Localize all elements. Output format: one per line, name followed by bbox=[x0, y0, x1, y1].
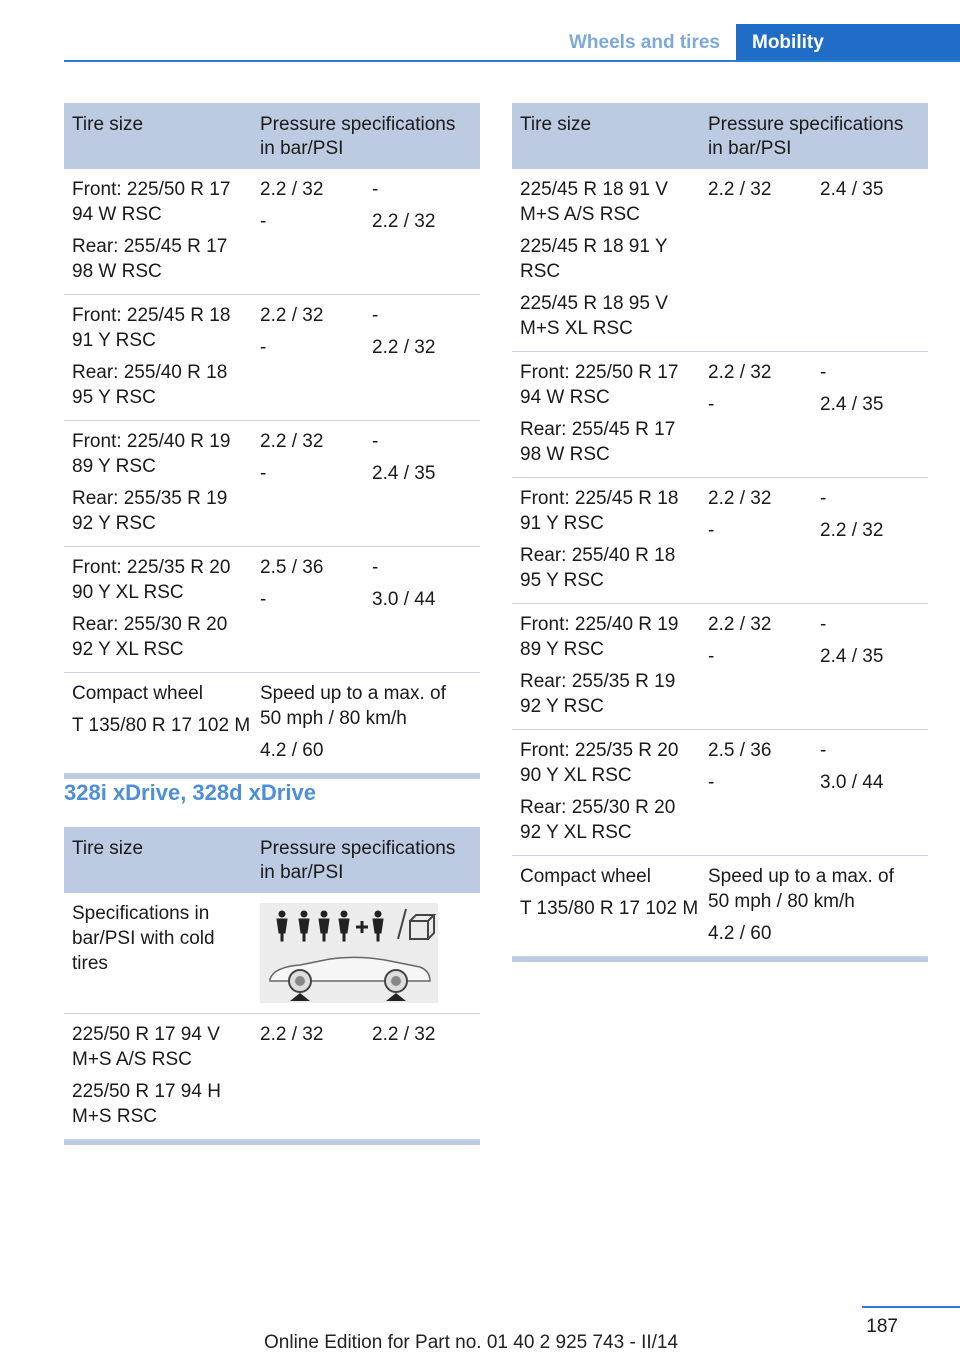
cell-text: Front: 225/45 R 18 91 Y RSC bbox=[72, 305, 231, 351]
tire-pressure-table-3 bbox=[512, 103, 928, 962]
table-row bbox=[512, 856, 928, 957]
tire-size-cell bbox=[512, 730, 700, 855]
pressure-cell bbox=[700, 604, 820, 729]
pressure-cell bbox=[252, 1014, 372, 1139]
pressure-cell bbox=[820, 169, 928, 351]
cell-text: 4.2 / 60 bbox=[260, 740, 324, 761]
tire-size-cell bbox=[512, 478, 700, 603]
table-end-bar bbox=[64, 774, 480, 779]
pressure-cell bbox=[700, 730, 820, 855]
pressure-cell bbox=[252, 547, 372, 672]
header-chapter-tab: Mobility bbox=[736, 24, 960, 62]
cell-text: - bbox=[708, 646, 715, 667]
cell-text: Rear: 255/30 R 20 92 Y XL RSC bbox=[72, 614, 228, 660]
page-number: 187 bbox=[866, 1316, 898, 1337]
cell-text: - bbox=[820, 488, 827, 509]
tire-size-cell bbox=[512, 169, 700, 351]
cell-text: 2.4 / 35 bbox=[820, 394, 884, 415]
table-row bbox=[512, 352, 928, 478]
pressure-cell bbox=[820, 730, 928, 855]
header-tire-size: Tire size bbox=[72, 838, 144, 859]
cell-text: Rear: 255/45 R 17 98 W RSC bbox=[520, 419, 676, 465]
cell-text: - bbox=[260, 211, 267, 232]
cell-text: Rear: 255/35 R 19 92 Y RSC bbox=[520, 671, 676, 717]
pressure-cell bbox=[372, 169, 480, 294]
tire-size-cell bbox=[512, 352, 700, 477]
table-row bbox=[64, 673, 480, 774]
cell-text: - bbox=[372, 305, 379, 326]
table-row bbox=[64, 295, 480, 421]
pressure-cell bbox=[820, 478, 928, 603]
cell-text: Speed up to a max. of 50 mph / 80 km/h bbox=[708, 866, 894, 912]
pressure-note-cell bbox=[700, 856, 928, 956]
spec-label: Specifications in bar/PSI with cold tires bbox=[72, 903, 215, 974]
cell-text: 225/45 R 18 95 V M+S XL RSC bbox=[520, 293, 668, 339]
table-row bbox=[512, 730, 928, 856]
cell-text: Front: 225/35 R 20 90 Y XL RSC bbox=[520, 740, 679, 786]
table-row bbox=[64, 1014, 480, 1140]
section-title: 328i xDrive, 328d xDrive bbox=[64, 780, 316, 805]
tire-size-cell bbox=[512, 856, 700, 956]
cell-text: Front: 225/50 R 17 94 W RSC bbox=[520, 362, 679, 408]
cell-text: Front: 225/40 R 19 89 Y RSC bbox=[72, 431, 231, 477]
tire-size-cell bbox=[64, 295, 252, 420]
cell-text: 2.2 / 32 bbox=[708, 614, 772, 635]
pressure-cell bbox=[700, 352, 820, 477]
table-row bbox=[64, 421, 480, 547]
pressure-cell bbox=[372, 295, 480, 420]
cell-text: - bbox=[260, 463, 267, 484]
load-diagram-cell bbox=[252, 893, 480, 1013]
cell-text: 2.5 / 36 bbox=[260, 557, 324, 578]
table-header bbox=[64, 103, 480, 169]
pressure-cell bbox=[372, 421, 480, 546]
header-pressure: Pressure specifications in bar/PSI bbox=[260, 114, 456, 159]
cell-text: 2.2 / 32 bbox=[260, 431, 324, 452]
table-row bbox=[64, 169, 480, 295]
cell-text: Compact wheel bbox=[520, 866, 651, 887]
cell-text: 3.0 / 44 bbox=[372, 589, 436, 610]
pressure-cell bbox=[252, 169, 372, 294]
cell-text: 2.2 / 32 bbox=[372, 1024, 436, 1045]
cell-text: 4.2 / 60 bbox=[708, 923, 772, 944]
tire-pressure-table-2 bbox=[64, 827, 480, 1145]
cell-text: 2.2 / 32 bbox=[708, 179, 772, 200]
pressure-cell bbox=[372, 1014, 480, 1139]
cell-text: - bbox=[708, 520, 715, 541]
cell-text: Rear: 255/30 R 20 92 Y XL RSC bbox=[520, 797, 676, 843]
cell-text: 2.2 / 32 bbox=[260, 305, 324, 326]
cell-text: 225/45 R 18 91 V M+S A/S RSC bbox=[520, 179, 668, 225]
cell-text: Speed up to a max. of 50 mph / 80 km/h bbox=[260, 683, 446, 729]
table-body bbox=[64, 1014, 480, 1140]
cell-text: Compact wheel bbox=[72, 683, 203, 704]
header-tire-size: Tire size bbox=[72, 114, 144, 135]
cell-text: - bbox=[820, 614, 827, 635]
cell-text: Front: 225/45 R 18 91 Y RSC bbox=[520, 488, 679, 534]
cell-text: - bbox=[708, 394, 715, 415]
cell-text: 2.2 / 32 bbox=[372, 337, 436, 358]
cell-text: 3.0 / 44 bbox=[820, 772, 884, 793]
cell-text: 2.4 / 35 bbox=[820, 179, 884, 200]
table-row bbox=[512, 478, 928, 604]
table-header bbox=[512, 103, 928, 169]
cell-text: 2.2 / 32 bbox=[820, 520, 884, 541]
table-row bbox=[64, 547, 480, 673]
pressure-cell bbox=[700, 478, 820, 603]
tire-size-cell bbox=[512, 604, 700, 729]
table-row bbox=[512, 169, 928, 352]
tire-size-cell bbox=[64, 1014, 252, 1139]
cell-text: 2.2 / 32 bbox=[260, 1024, 324, 1045]
cell-text: - bbox=[372, 179, 379, 200]
pressure-cell bbox=[820, 352, 928, 477]
cell-text: 2.4 / 35 bbox=[372, 463, 436, 484]
cell-text: Rear: 255/45 R 17 98 W RSC bbox=[72, 236, 228, 282]
tire-size-cell bbox=[64, 547, 252, 672]
cell-text: - bbox=[372, 557, 379, 578]
cell-text: - bbox=[708, 772, 715, 793]
cell-text: - bbox=[260, 589, 267, 610]
table-body bbox=[512, 169, 928, 957]
load-diagram-icon bbox=[260, 903, 438, 1003]
tire-pressure-table-1 bbox=[64, 103, 480, 779]
header-pressure: Pressure specifications in bar/PSI bbox=[708, 114, 904, 159]
header-section-title: Wheels and tires bbox=[569, 32, 720, 53]
pressure-cell bbox=[252, 295, 372, 420]
pressure-cell bbox=[820, 604, 928, 729]
table-row bbox=[64, 893, 480, 1014]
cell-text: 2.2 / 32 bbox=[708, 488, 772, 509]
pressure-cell bbox=[252, 421, 372, 546]
cell-text: T 135/80 R 17 102 M bbox=[520, 898, 699, 919]
footer-rule bbox=[862, 1306, 960, 1308]
table-end-bar bbox=[64, 1140, 480, 1145]
cell-text: 225/50 R 17 94 V M+S A/S RSC bbox=[72, 1024, 220, 1070]
cell-text: 2.2 / 32 bbox=[260, 179, 324, 200]
cell-text: Front: 225/35 R 20 90 Y XL RSC bbox=[72, 557, 231, 603]
pressure-note-cell bbox=[252, 673, 480, 773]
cell-text: - bbox=[820, 740, 827, 761]
pressure-cell bbox=[372, 547, 480, 672]
cell-text: - bbox=[820, 362, 827, 383]
cell-text: - bbox=[372, 431, 379, 452]
table-end-bar bbox=[512, 957, 928, 962]
cell-text: Front: 225/40 R 19 89 Y RSC bbox=[520, 614, 679, 660]
cell-text: Front: 225/50 R 17 94 W RSC bbox=[72, 179, 231, 225]
cell-text: 2.5 / 36 bbox=[708, 740, 772, 761]
pressure-cell bbox=[700, 169, 820, 351]
cell-text: - bbox=[260, 337, 267, 358]
table-header bbox=[64, 827, 480, 893]
table-row bbox=[512, 604, 928, 730]
cell-text: T 135/80 R 17 102 M bbox=[72, 715, 251, 736]
cell-text: Rear: 255/35 R 19 92 Y RSC bbox=[72, 488, 228, 534]
cell-text: 2.2 / 32 bbox=[372, 211, 436, 232]
cell-text: 225/45 R 18 91 Y RSC bbox=[520, 236, 668, 282]
tire-size-cell bbox=[64, 673, 252, 773]
header-rule bbox=[64, 60, 960, 62]
header-pressure: Pressure specifications in bar/PSI bbox=[260, 838, 456, 883]
cell-text: Rear: 255/40 R 18 95 Y RSC bbox=[72, 362, 228, 408]
cell-text: 2.4 / 35 bbox=[820, 646, 884, 667]
header-tire-size: Tire size bbox=[520, 114, 592, 135]
tire-size-cell bbox=[64, 169, 252, 294]
cell-text: 2.2 / 32 bbox=[708, 362, 772, 383]
tire-size-cell bbox=[64, 421, 252, 546]
cell-text: Rear: 255/40 R 18 95 Y RSC bbox=[520, 545, 676, 591]
cell-text: 225/50 R 17 94 H M+S RSC bbox=[72, 1081, 221, 1127]
table-body bbox=[64, 169, 480, 774]
edition-note: Online Edition for Part no. 01 40 2 925 743 - II/14 bbox=[264, 1332, 679, 1353]
